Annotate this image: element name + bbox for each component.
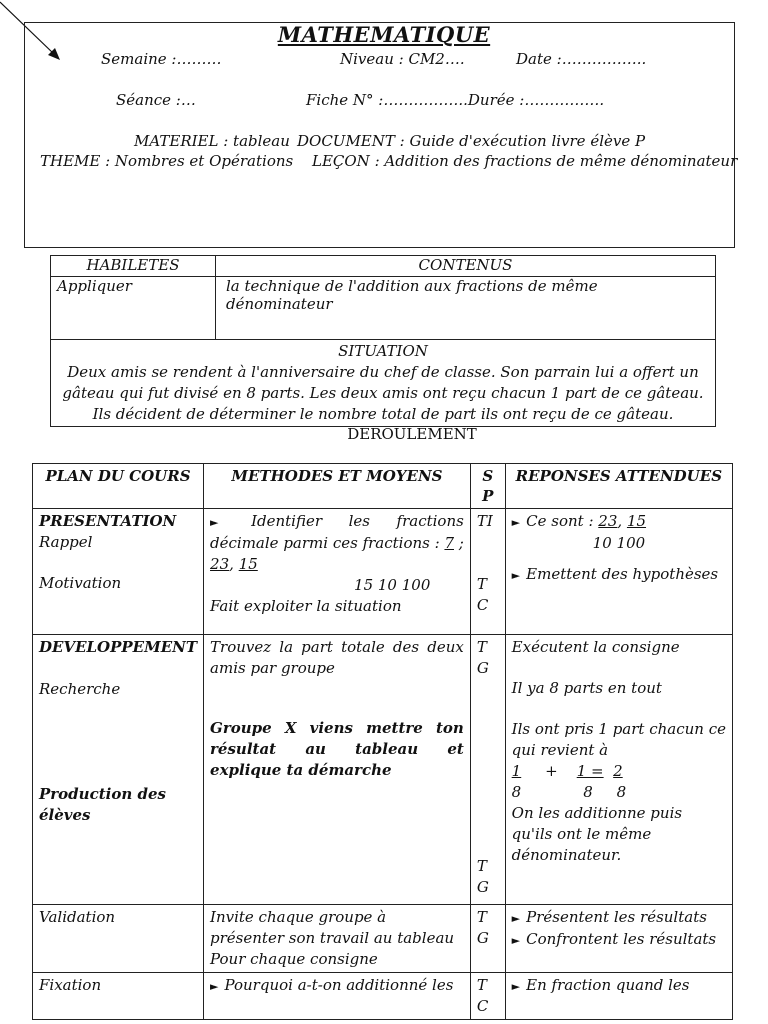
numerator-1: 1: [511, 762, 522, 780]
sp-t: T: [476, 976, 487, 994]
sp-t: T: [476, 857, 487, 875]
numerator-3: 2: [613, 762, 623, 780]
habiletes-header: HABILETES: [51, 256, 216, 277]
recherche-label: Recherche: [39, 680, 121, 698]
validation-methode: Invite chaque groupe à présenter son travail au tableau: [210, 908, 455, 947]
developpement-methode-2: Groupe X viens mettre ton résultat au tableau et explique ta démarche: [210, 719, 464, 779]
fixation-reponse: [512, 975, 726, 997]
sp-ti: TI: [476, 512, 493, 530]
contenu-cell: la technique de l'addition aux fractions de même dénominateur: [216, 277, 716, 340]
production-label: Production des élèves: [39, 785, 166, 824]
denominator-2: 8: [583, 783, 593, 801]
validation-plan: Validation: [33, 905, 204, 973]
developpement-reponse-4: On les additionne puis qu'ils ont le même dénominateur.: [511, 804, 683, 864]
developpement-sp: [470, 635, 505, 905]
validation-reponse-2: [512, 929, 726, 951]
bullet-icon: ►: [511, 934, 521, 947]
presentation-methodes: [204, 509, 471, 635]
semicolon: ;: [458, 534, 464, 552]
numerator-2: 1 =: [576, 762, 604, 780]
developpement-reponse-3: Ils ont pris 1 part chacun ce qui revient à: [511, 720, 726, 759]
seance-field: Séance :…: [116, 91, 196, 109]
sp-g: G: [476, 929, 489, 947]
validation-reponses: [505, 905, 732, 973]
hypotheses-text: Emettent des hypothèses: [526, 565, 719, 583]
fixation-methodes: [204, 973, 471, 1020]
sp-header-p: P: [482, 487, 494, 505]
motivation-label: Motivation: [39, 574, 122, 592]
plan-header: PLAN DU COURS: [33, 464, 204, 509]
developpement-methodes: [204, 635, 471, 905]
contenus-header: CONTENUS: [216, 256, 716, 277]
bullet-icon: ►: [511, 912, 521, 925]
developpement-methode-1: Trouvez la part totale des deux amis par groupe: [210, 638, 464, 677]
sp-t: T: [476, 638, 487, 656]
theme-field: THEME : Nombres et Opérations: [40, 152, 294, 170]
page-title: MATHEMATIQUE: [277, 22, 491, 47]
denominators-row: 15 10 100: [354, 576, 431, 594]
presentation-reponse-2: [512, 564, 726, 586]
sp-c: C: [476, 997, 489, 1015]
plus-sign: +: [545, 762, 558, 780]
fiche-duree-field: Fiche N° :……………..Durée :…………….: [306, 91, 605, 109]
competence-table: [50, 255, 716, 427]
rappel-label: Rappel: [39, 533, 93, 551]
situation-header: SITUATION: [338, 342, 428, 360]
date-field: Date :……………..: [516, 50, 647, 68]
developpement-reponse-1: Exécutent la consigne: [511, 638, 680, 656]
validation-methode-2: Pour chaque consigne: [210, 950, 378, 968]
fraction-numerators: [512, 761, 726, 782]
reponses-header: REPONSES ATTENDUES: [505, 464, 732, 509]
deroulement-heading: DEROULEMENT: [347, 425, 477, 443]
presentation-reponse-1: ► Ce sont : 23, 15: [511, 512, 647, 530]
presentation-methode-2: Fait exploiter la situation: [210, 597, 402, 615]
habilete-cell: Appliquer: [51, 277, 216, 340]
developpement-reponse-2: Il ya 8 parts en tout: [511, 679, 662, 697]
developpement-plan: [33, 635, 204, 905]
fixation-reponses: [505, 973, 732, 1020]
denominator-1: 8: [511, 783, 522, 801]
fixation-methode: [210, 975, 464, 997]
reponse-denominators: 10 100: [592, 534, 646, 552]
fraction-15: 15: [238, 555, 258, 573]
presentation-sp: [470, 509, 505, 635]
confrontent-text: Confrontent les résultats: [526, 930, 717, 948]
fraction-7: 7: [444, 534, 454, 552]
sp-t: T: [476, 908, 487, 926]
presentation-methode-1: [210, 511, 464, 575]
situation-text: Deux amis se rendent à l'anniversaire du chef de classe. Son parrain lui a offert un gâteau qui fut divisé en 8 parts. Les deux amis ont reçu chacun 1 part de ce gâteau. Ils décident de déterminer le nombre total de part ils ont reçu de ce gâteau.: [62, 363, 704, 423]
reponse-fraction-23: 23: [598, 512, 618, 530]
identifier-text: Identifier les fractions décimale parmi ces fractions :: [210, 512, 464, 552]
developpement-reponses: [505, 635, 732, 905]
sp-header: [470, 464, 505, 509]
semaine-field: Semaine :………: [101, 50, 222, 68]
validation-methodes: [204, 905, 471, 973]
presentation-reponses: [505, 509, 732, 635]
presentent-text: Présentent les résultats: [526, 908, 707, 926]
denominator-3: 8: [616, 783, 627, 801]
fixation-sp: [470, 973, 505, 1020]
lesson-table: [32, 463, 733, 1020]
presentation-title: PRESENTATION: [39, 512, 177, 530]
sp-t: T: [476, 575, 487, 593]
materiel-field: MATERIEL : tableau: [134, 132, 290, 150]
bullet-icon: ►: [511, 980, 521, 993]
lecon-field: LEÇON : Addition des fractions de même dénominateur: [312, 152, 738, 170]
bullet-icon: ►: [511, 516, 521, 529]
methodes-header: METHODES ET MOYENS: [204, 464, 471, 509]
fraction-23: 23: [210, 555, 230, 573]
sp-header-s: S: [482, 467, 494, 485]
fixation-plan: Fixation: [33, 973, 204, 1020]
fraction-denominators: [512, 782, 726, 803]
situation-cell: [51, 340, 716, 427]
pourquoi-text: Pourquoi a-t-on additionné les: [224, 976, 454, 994]
comma: ,: [229, 555, 234, 573]
sp-c: C: [476, 596, 489, 614]
developpement-title: DEVELOPPEMENT: [39, 638, 198, 656]
bullet-icon: ►: [511, 569, 521, 582]
presentation-plan: [33, 509, 204, 635]
validation-reponse-1: [512, 907, 726, 929]
bullet-icon: ►: [210, 980, 219, 993]
bullet-icon: ►: [210, 516, 219, 529]
reponse-fraction-15: 15: [626, 512, 647, 530]
document-field: DOCUMENT : Guide d'exécution livre élève P: [297, 132, 646, 150]
validation-sp: [470, 905, 505, 973]
sp-g: G: [476, 878, 489, 896]
ce-sont-text: Ce sont :: [526, 512, 594, 530]
niveau-field: Niveau : CM2….: [340, 50, 465, 68]
en-fraction-text: En fraction quand les: [526, 976, 690, 994]
sp-g: G: [476, 659, 489, 677]
